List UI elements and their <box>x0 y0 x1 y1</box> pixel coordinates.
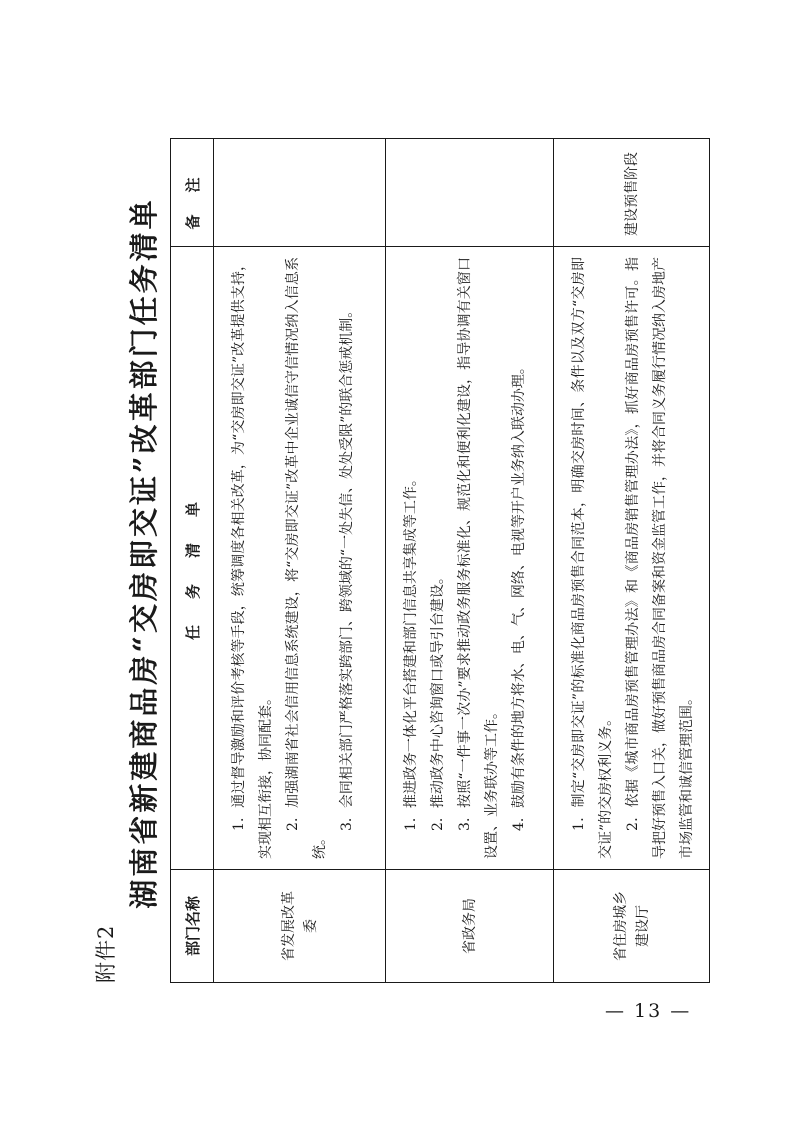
header-tasks-label: 任务清单 <box>183 476 202 641</box>
remark-cell <box>214 139 386 247</box>
task-item: 4．鼓励有条件的地方将水、电、气、网络、电视等开户业务纳入联动办理。 <box>511 360 527 831</box>
tasks-cell <box>214 247 386 870</box>
remark-cell <box>386 139 554 247</box>
table-row <box>554 139 710 983</box>
task-table <box>170 138 710 983</box>
attachment-label: 附件2 <box>94 924 118 983</box>
header-remark-label: 备注 <box>183 155 202 230</box>
tasks-cell <box>554 247 710 870</box>
dept-cell: 省政务局 <box>386 870 554 983</box>
table-row <box>214 139 386 983</box>
page-title: 湖南省新建商品房“交房即交证”改革部门任务清单 <box>127 197 161 909</box>
dept-cell: 省住房城乡建设厅 <box>554 870 710 983</box>
tasks-cell <box>386 247 554 870</box>
task-item: 2．加强湖南省社会信用信息系统建设，将“交房即交证”改革中企业诚信守信情况纳入信息系统。 <box>285 257 328 859</box>
table-row <box>386 139 554 983</box>
task-item: 1．推进政务一体化平台搭建和部门信息共享集成等工作。 <box>403 472 419 831</box>
header-dept: 部门名称 <box>171 870 214 983</box>
task-item: 3．会同相关部门严格落实跨部门、跨领域的“一处失信、处处受限”的联合惩戒机制。 <box>339 303 355 831</box>
page-number: — 13 — <box>605 1000 692 1022</box>
task-item: 3．按照“一件事一次办”要求推动政务服务标准化、规范化和便利化建设，指导协调有关窗口设置、业务联办等工作。 <box>457 257 500 859</box>
header-tasks <box>171 247 214 870</box>
task-item: 1．通过督导激励和评价考核等手段，统筹调度各相关改革，为“交房即交证”改革提供支持，实现相互衔接，协同配套。 <box>231 257 274 859</box>
remark-cell: 建设预售阶段 <box>554 139 710 247</box>
table-header-row <box>171 139 214 983</box>
task-item: 2．推动政务中心咨询窗口或导引台建设。 <box>430 570 446 831</box>
task-item: 1．制定“交房即交证”的标准化商品房预售合同范本，明确交房时间、条件以及双方“交房即交证”的交房权利义务。 <box>571 257 614 859</box>
dept-cell: 省发展改革委 <box>214 870 386 983</box>
task-item: 2．依据《城市商品房预售管理办法》和《商品房销售管理办法》，抓好商品房预售许可。指导把好预售入口关，做好预售商品房合同备案和资金监管工作，并将合同义务履行情况纳入房地产市场监管和诚信管理范围。 <box>625 257 695 859</box>
header-remark <box>171 139 214 247</box>
